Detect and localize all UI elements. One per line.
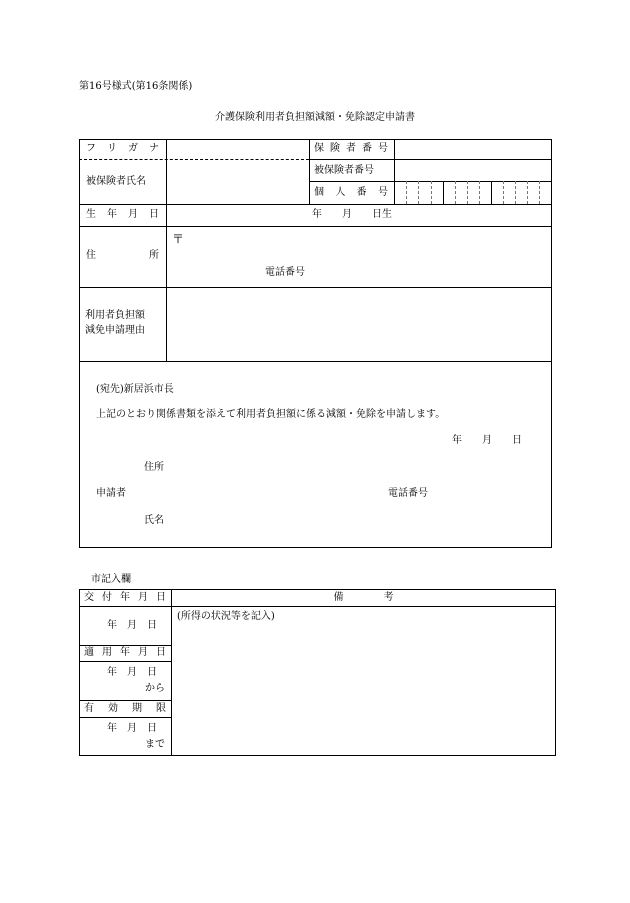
form-number: 第16号様式(第16条関係)	[79, 81, 193, 92]
issue-date-label: 交 付 年 月 日	[84, 592, 166, 603]
remarks-label: 備 考	[333, 592, 394, 603]
application-form-frame	[79, 139, 552, 548]
expiry-label: 有 効 期 限	[84, 703, 166, 714]
personal-number-label: 個 人 番 号	[314, 187, 388, 198]
personal-number-box	[431, 181, 432, 204]
applicant-address-label: 住所	[144, 462, 164, 473]
personal-number-box	[418, 181, 419, 204]
until-label: まで	[145, 739, 165, 750]
furigana-divider	[79, 159, 309, 160]
personal-number-box	[515, 181, 516, 204]
personal-number-box	[455, 181, 456, 204]
address-label: 住 所	[86, 250, 159, 261]
apply-date-value: 年 月 日	[107, 667, 157, 678]
city-section-title: 市記入欄	[91, 574, 131, 585]
postal-mark: 〒	[172, 232, 185, 246]
application-date: 年 月 日	[452, 435, 522, 446]
personal-number-box	[443, 181, 444, 204]
personal-number-box	[491, 181, 492, 204]
personal-number-box	[479, 181, 480, 204]
expiry-date-value: 年 月 日	[107, 723, 157, 734]
furigana-label: フ リ ガ ナ	[86, 143, 159, 154]
personal-number-box	[503, 181, 504, 204]
reason-label-line1: 利用者負担額	[85, 310, 145, 321]
reason-label-line2: 減免申請理由	[85, 325, 145, 336]
insured-number-label: 被保険者番号	[314, 165, 374, 176]
addressee: (宛先)新居浜市長	[96, 384, 174, 395]
applicant-label: 申請者	[96, 488, 126, 499]
birth-date-value: 年 月 日生	[312, 209, 392, 220]
applicant-name-label: 氏名	[144, 515, 164, 526]
insured-name-label: 被保険者氏名	[86, 176, 146, 187]
from-label: から	[145, 683, 165, 694]
phone-number-label: 電話番号	[265, 267, 305, 278]
application-statement: 上記のとおり関係書類を添えて利用者負担額に係る減額・免除を申請します。	[96, 409, 446, 420]
birth-date-label: 生 年 月 日	[86, 209, 159, 220]
apply-date-label: 適 用 年 月 日	[84, 647, 166, 658]
insurer-number-label: 保 険 者 番 号	[314, 143, 388, 154]
form-title: 介護保険利用者負担額減額・免除認定申請書	[215, 112, 415, 123]
personal-number-box	[467, 181, 468, 204]
personal-number-box	[406, 181, 407, 204]
issue-date-value: 年 月 日	[107, 620, 157, 631]
applicant-phone-label: 電話番号	[388, 488, 428, 499]
personal-number-box	[527, 181, 528, 204]
remarks-note: (所得の状況等を記入)	[177, 611, 275, 622]
personal-number-box	[539, 181, 540, 204]
